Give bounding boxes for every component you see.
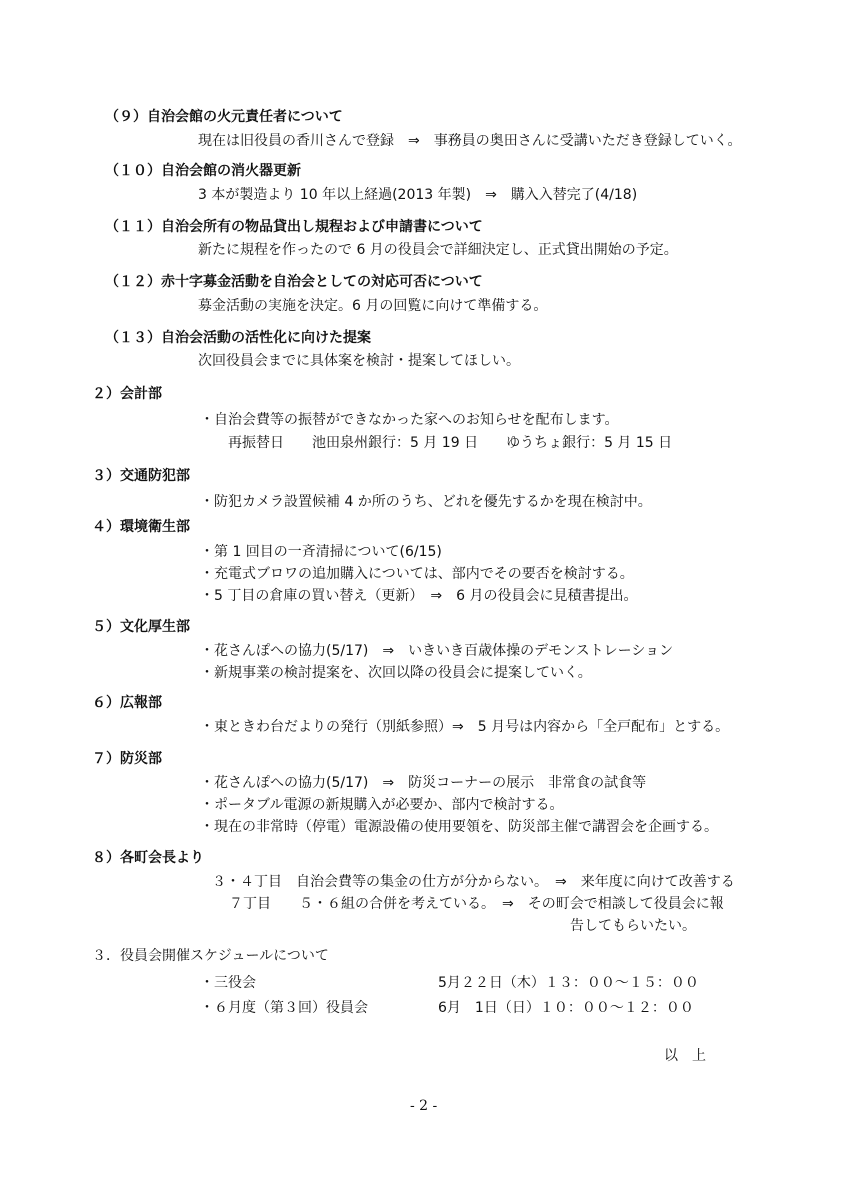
schedule-row-datetime: 5月２２日（木）１３：００～１５：００ (438, 975, 699, 991)
section-traffic-line: ・防犯カメラ設置候補 4 か所のうち、どれを優先するかを現在検討中。 (200, 494, 652, 510)
section-environment-line: ・5 丁目の倉庫の買い替え（更新） ⇒ 6 月の役員会に見積書提出。 (200, 588, 638, 604)
section-chiefs-line: ３・４丁目 自治会費等の集金の仕方が分からない。 ⇒ 来年度に向けて改善する (212, 874, 735, 890)
item-9-text: 現在は旧役員の香川さんで登録 ⇒ 事務員の奥田さんに受講いただき登録していく。 (198, 133, 742, 149)
section-chiefs-line: ７丁目 ５・６組の合併を考えている。 ⇒ その町会で相談して役員会に報 (229, 896, 724, 912)
section-chiefs-heading: ８）各町会長より (92, 850, 204, 866)
schedule-row-name: ・６月度（第３回）役員会 (200, 1000, 368, 1016)
section-disaster-line: ・ポータブル電源の新規購入が必要か、部内で検討する。 (200, 797, 564, 813)
schedule-heading: ３．役員会開催スケジュールについて (92, 948, 329, 964)
section-disaster-line: ・花さんぽへの協力(5/17) ⇒ 防災コーナーの展示 非常食の試食等 (200, 775, 647, 791)
closing-text: 以 上 (664, 1048, 706, 1064)
item-12-text: 募金活動の実施を決定。6 月の回覧に向けて準備する。 (198, 298, 548, 314)
section-traffic-heading: ３）交通防犯部 (92, 468, 190, 484)
item-11-heading: （１１）自治会所有の物品貸出し規程および申請書について (105, 219, 483, 235)
section-culture-line: ・花さんぽへの協力(5/17) ⇒ いきいき百歳体操のデモンストレーション (200, 643, 674, 659)
item-10-heading: （１０）自治会館の消火器更新 (105, 163, 301, 179)
section-environment-line: ・第 1 回目の一斉清掃について(6/15) (200, 544, 442, 560)
section-accounting-line: 再振替日 池田泉州銀行：5 月 19 日 ゆうちょ銀行：5 月 15 日 (228, 435, 673, 451)
schedule-row-name: ・三役会 (200, 975, 256, 991)
section-disaster-heading: ７）防災部 (92, 751, 162, 767)
section-accounting-line: ・自治会費等の振替ができなかった家へのお知らせを配布します。 (200, 412, 619, 428)
section-accounting-heading: ２）会計部 (92, 386, 162, 402)
section-chiefs-line: 告してもらいたい。 (570, 918, 696, 934)
item-9-heading: （９）自治会館の火元責任者について (105, 109, 343, 125)
item-11-text: 新たに規程を作ったので 6 月の役員会で詳細決定し、正式貸出開始の予定。 (198, 242, 678, 258)
item-13-text: 次回役員会までに具体案を検討・提案してほしい。 (198, 353, 520, 369)
section-culture-heading: ５）文化厚生部 (92, 619, 190, 635)
schedule-row-datetime: 6月 1日（日）１０：００～１２：００ (438, 1000, 694, 1016)
section-culture-line: ・新規事業の検討提案を、次回以降の役員会に提案していく。 (200, 665, 592, 681)
item-12-heading: （１２）赤十字募金活動を自治会としての対応可否について (105, 274, 483, 290)
section-environment-line: ・充電式ブロワの追加購入については、部内でその要否を検討する。 (200, 566, 634, 582)
section-environment-heading: ４）環境衛生部 (92, 519, 190, 535)
section-pr-line: ・東ときわ台だよりの発行（別紙参照）⇒ 5 月号は内容から「全戸配布」とする。 (200, 719, 730, 735)
item-13-heading: （１３）自治会活動の活性化に向けた提案 (105, 330, 371, 346)
section-disaster-line: ・現在の非常時（停電）電源設備の使用要領を、防災部主催で講習会を企画する。 (200, 819, 718, 835)
page-number: - 2 - (410, 1098, 438, 1114)
section-pr-heading: ６）広報部 (92, 695, 162, 711)
item-10-text: 3 本が製造より 10 年以上経過(2013 年製) ⇒ 購入入替完了(4/18) (198, 187, 638, 203)
